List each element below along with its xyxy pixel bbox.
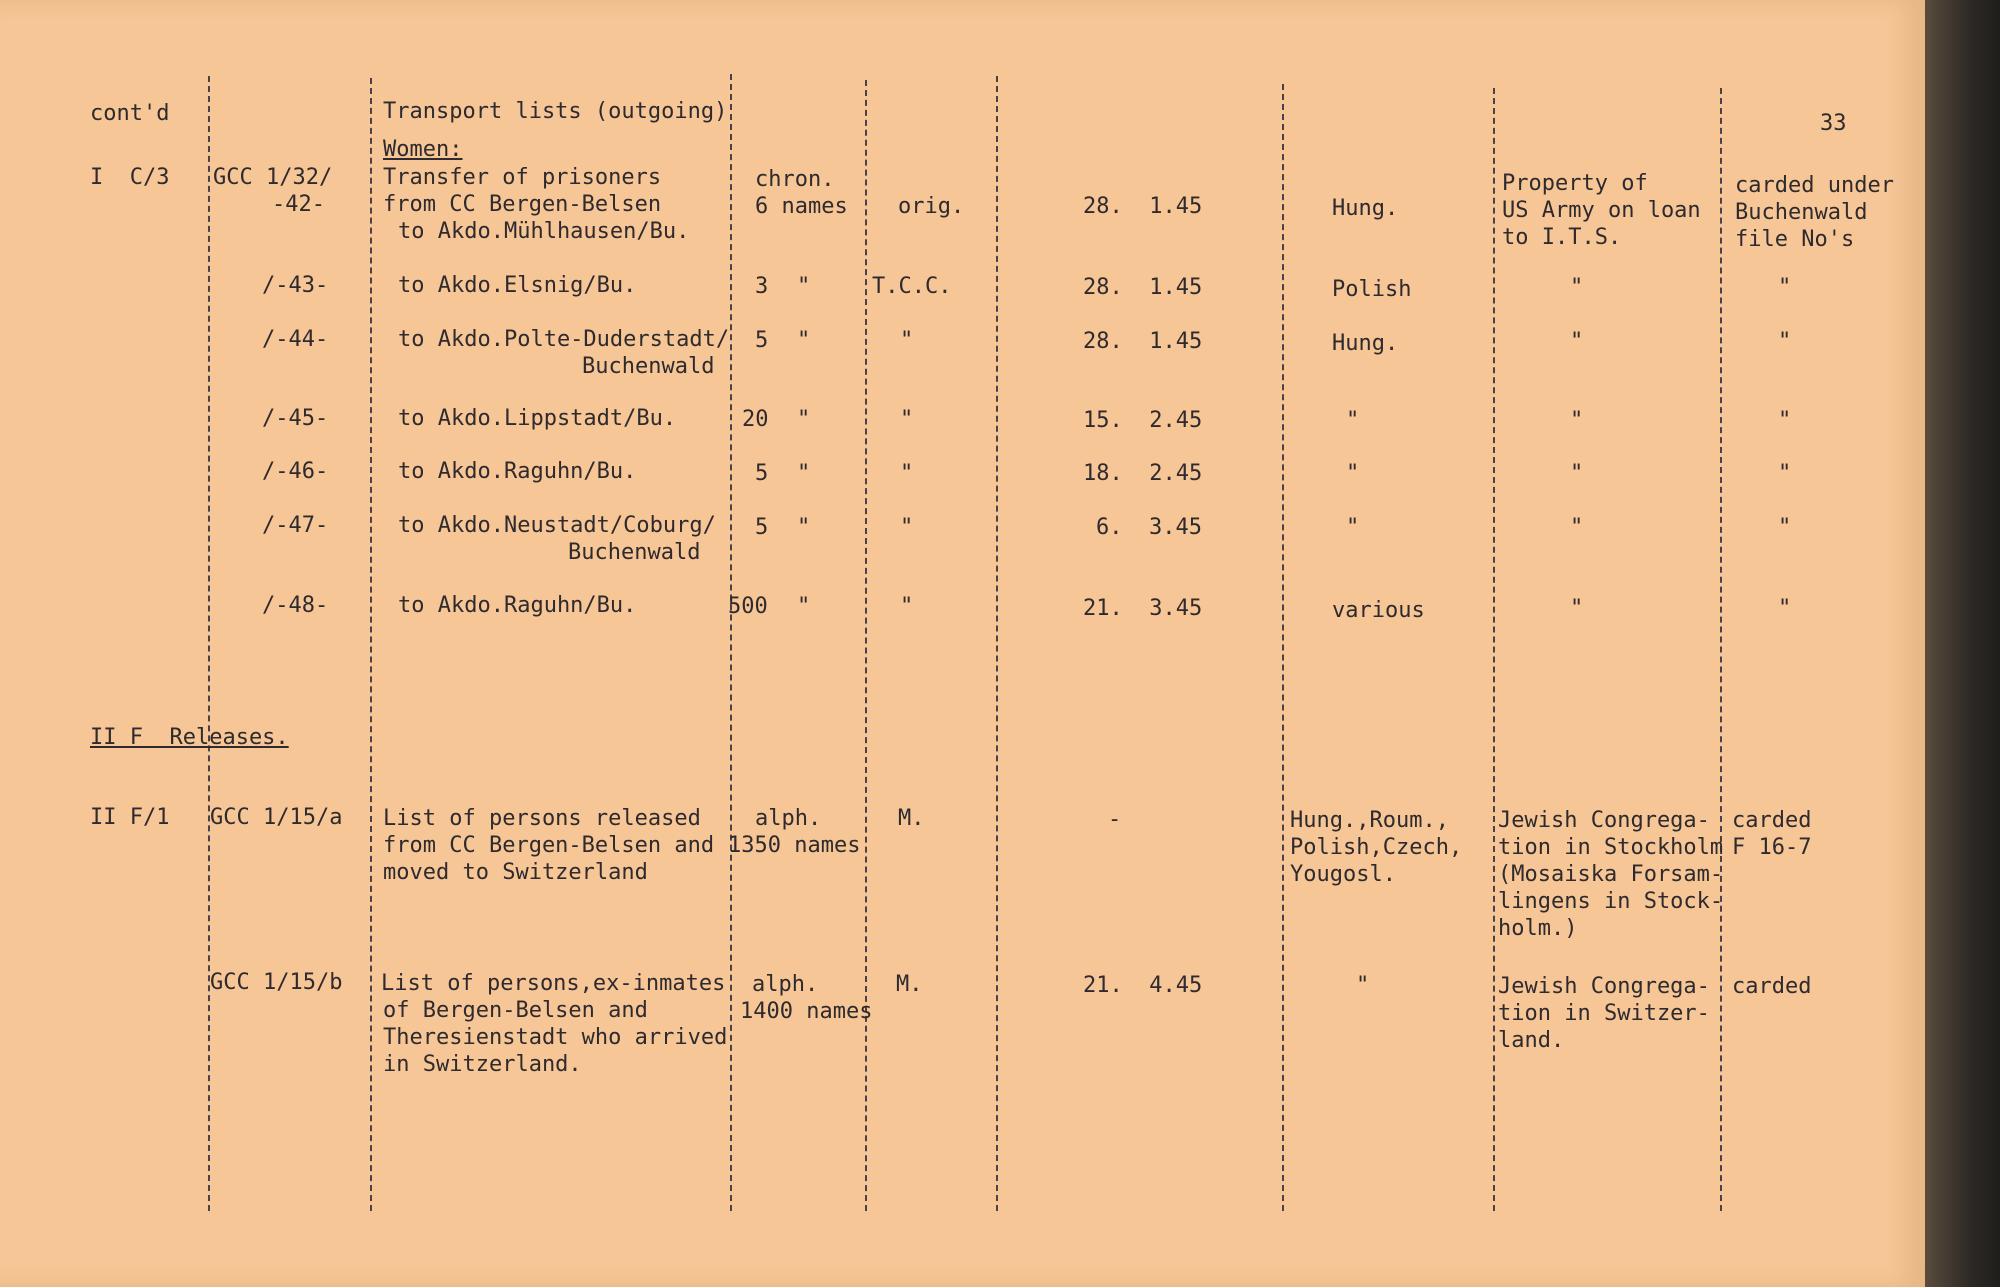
row-remarks-ditto: " — [1778, 329, 1792, 354]
entry-arrangement: 6 names — [755, 194, 848, 219]
row-description: to Akdo.Raguhn/Bu. — [398, 593, 637, 618]
entry-description: List of persons,ex-inmates — [381, 971, 726, 996]
row-date: 28. 1.45 — [1083, 329, 1203, 354]
column-rule — [1720, 88, 1722, 1211]
row-description: to Akdo.Neustadt/Coburg/ — [398, 513, 716, 538]
row-remarks-ditto: " — [1778, 275, 1792, 300]
column-rule — [1282, 84, 1284, 1211]
entry-location: lingens in Stock- — [1498, 889, 1724, 914]
entry-location: US Army on loan — [1502, 198, 1701, 223]
row-nationality: various — [1332, 598, 1425, 623]
row-location-ditto: " — [1570, 275, 1584, 300]
entry-nationality: Hung. — [1332, 196, 1399, 221]
entry-arrangement: chron. — [755, 167, 835, 192]
entry-date: - — [1108, 807, 1122, 832]
row-type: T.C.C. — [872, 274, 952, 299]
entry-type: M. — [898, 806, 925, 831]
entry-location: to I.T.S. — [1502, 225, 1622, 250]
entry-remarks: carded — [1732, 808, 1812, 833]
column-rule — [730, 74, 732, 1211]
row-count-ditto: " — [797, 407, 811, 432]
row-type: " — [900, 461, 914, 486]
entry-remarks: Buchenwald — [1735, 200, 1868, 225]
entry-description: List of persons released — [383, 806, 701, 831]
column-rule — [1493, 88, 1495, 1211]
row-count: 500 — [728, 594, 768, 619]
row-count: 20 — [742, 407, 769, 432]
entry-type: M. — [896, 972, 923, 997]
row-nationality: Polish — [1332, 277, 1412, 302]
row-description: to Akdo.Polte-Duderstadt/ — [398, 327, 730, 352]
entry-ref: GCC 1/15/b — [210, 970, 343, 995]
row-location-ditto: " — [1570, 596, 1584, 621]
section-subtitle: Women: — [383, 137, 463, 162]
row-date: 28. 1.45 — [1083, 275, 1203, 300]
entry-ref-continued: -42- — [272, 192, 325, 217]
entry-description: of Bergen-Belsen and — [383, 998, 648, 1023]
entry-location: Property of — [1502, 171, 1648, 196]
entry-ref: GCC 1/32/ — [213, 165, 333, 190]
entry-location: Jewish Congrega- — [1498, 974, 1710, 999]
binding-edge — [1925, 0, 2000, 1287]
row-count-ditto: " — [797, 274, 811, 299]
column-rule — [996, 76, 998, 1211]
row-type: " — [900, 515, 914, 540]
row-count: 3 — [755, 274, 769, 299]
row-remarks-ditto: " — [1778, 461, 1792, 486]
row-nationality: " — [1346, 408, 1360, 433]
cont-label: cont'd — [90, 101, 170, 126]
entry-description: in Switzerland. — [383, 1052, 582, 1077]
entry-ref: GCC 1/15/a — [210, 805, 343, 830]
row-date: 6. 3.45 — [1096, 515, 1202, 540]
row-ref: /-46- — [262, 459, 329, 484]
column-rule — [370, 78, 372, 1211]
row-count: 5 — [755, 515, 769, 540]
entry-id: II F/1 — [90, 805, 170, 830]
row-date: 15. 2.45 — [1083, 408, 1203, 433]
row-location-ditto: " — [1570, 461, 1584, 486]
entry-description: Transfer of prisoners — [383, 165, 662, 190]
section-title: Transport lists (outgoing) — [383, 99, 728, 124]
row-description: to Akdo.Raguhn/Bu. — [398, 459, 637, 484]
entry-location: tion in Stockholm — [1498, 835, 1724, 860]
row-description: Buchenwald — [582, 354, 715, 379]
entry-location: holm.) — [1498, 916, 1578, 941]
row-ref: /-48- — [262, 593, 329, 618]
entry-date: 21. 4.45 — [1083, 973, 1203, 998]
row-description: Buchenwald — [568, 540, 701, 565]
row-ref: /-45- — [262, 406, 329, 431]
row-location-ditto: " — [1570, 515, 1584, 540]
page-number: 33 — [1820, 111, 1847, 136]
row-ref: /-44- — [262, 327, 329, 352]
row-location-ditto: " — [1570, 408, 1584, 433]
entry-id: I C/3 — [90, 165, 170, 190]
entry-nationality: Hung.,Roum., — [1290, 808, 1449, 833]
entry-location: tion in Switzer- — [1498, 1001, 1710, 1026]
entry-arrangement: alph. — [755, 806, 822, 831]
entry-remarks: file No's — [1735, 227, 1855, 252]
column-rule — [865, 80, 867, 1211]
entry-nationality: " — [1356, 973, 1370, 998]
entry-description: moved to Switzerland — [383, 860, 648, 885]
row-remarks-ditto: " — [1778, 596, 1792, 621]
entry-date: 28. 1.45 — [1083, 194, 1203, 219]
row-count: 5 — [755, 461, 769, 486]
row-count-ditto: " — [797, 515, 811, 540]
entry-remarks: F 16-7 — [1732, 835, 1812, 860]
row-nationality: Hung. — [1332, 331, 1399, 356]
row-date: 18. 2.45 — [1083, 461, 1203, 486]
entry-nationality: Polish,Czech, — [1290, 835, 1463, 860]
entry-nationality: Yougosl. — [1290, 862, 1396, 887]
row-count-ditto: " — [797, 594, 811, 619]
entry-arrangement: 1400 names — [740, 999, 873, 1024]
entry-arrangement: alph. — [752, 972, 819, 997]
column-rule — [208, 76, 210, 1211]
row-type: " — [900, 328, 914, 353]
entry-location: Jewish Congrega- — [1498, 808, 1710, 833]
entry-description: from CC Bergen-Belsen — [383, 192, 662, 217]
entry-arrangement: 1350 names — [728, 833, 861, 858]
section-heading: II F Releases. — [90, 725, 289, 750]
row-date: 21. 3.45 — [1083, 596, 1203, 621]
entry-location: land. — [1498, 1028, 1565, 1053]
row-count: 5 — [755, 328, 769, 353]
row-count-ditto: " — [797, 328, 811, 353]
row-type: " — [900, 594, 914, 619]
row-remarks-ditto: " — [1778, 408, 1792, 433]
row-ref: /-47- — [262, 513, 329, 538]
row-location-ditto: " — [1570, 329, 1584, 354]
row-type: " — [900, 407, 914, 432]
row-count-ditto: " — [797, 461, 811, 486]
entry-description: from CC Bergen-Belsen and — [383, 833, 715, 858]
row-nationality: " — [1346, 515, 1360, 540]
entry-description: Theresienstadt who arrived — [383, 1025, 728, 1050]
entry-type: orig. — [898, 194, 965, 219]
entry-remarks: carded under — [1735, 173, 1894, 198]
row-remarks-ditto: " — [1778, 515, 1792, 540]
row-ref: /-43- — [262, 273, 329, 298]
entry-description: to Akdo.Mühlhausen/Bu. — [398, 219, 690, 244]
row-description: to Akdo.Lippstadt/Bu. — [398, 406, 677, 431]
row-nationality: " — [1346, 461, 1360, 486]
entry-location: (Mosaiska Forsam- — [1498, 862, 1724, 887]
row-description: to Akdo.Elsnig/Bu. — [398, 273, 637, 298]
entry-remarks: carded — [1732, 974, 1812, 999]
